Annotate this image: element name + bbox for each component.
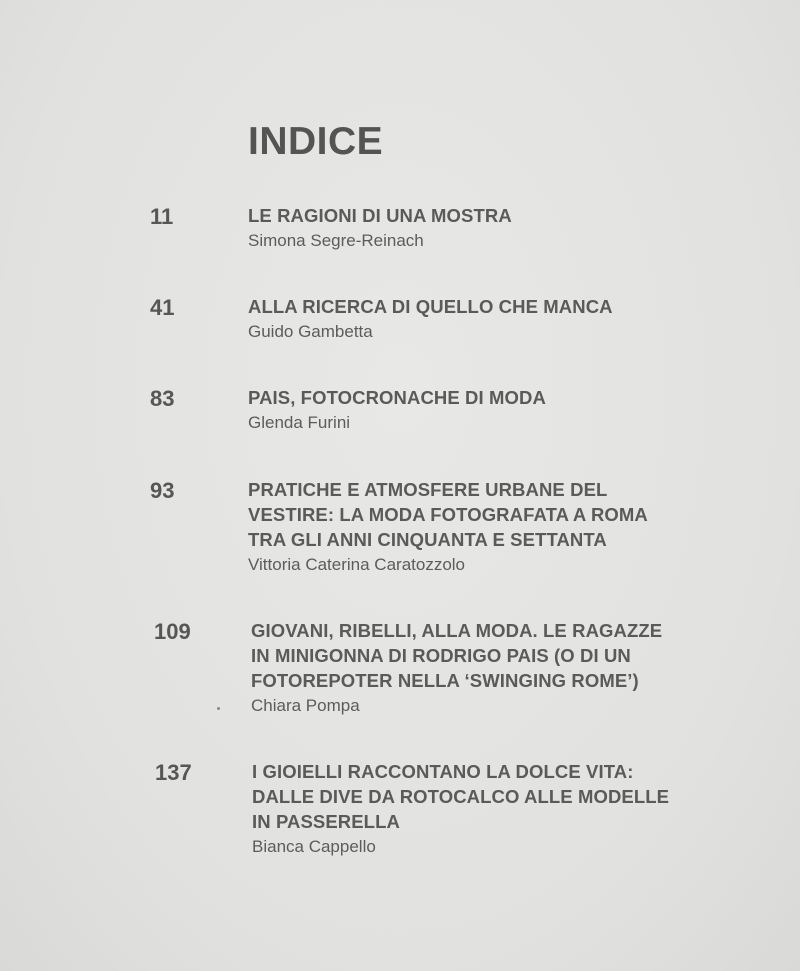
heading-line: IN PASSERELLA [252, 811, 400, 832]
page-number: 93 [150, 478, 175, 503]
entry-body [251, 618, 731, 718]
page-number: 11 [150, 204, 174, 229]
heading-line: LE RAGIONI DI UNA MOSTRA [248, 205, 512, 226]
heading-line: VESTIRE: LA MODA FOTOGRAFATA A ROMA [248, 504, 648, 525]
heading-line: DALLE DIVE DA ROTOCALCO ALLE MODELLE [252, 786, 670, 807]
heading-line: TRA GLI ANNI CINQUANTA E SETTANTA [248, 529, 607, 550]
page-number: 137 [155, 760, 192, 785]
entry-heading [251, 618, 731, 693]
heading-line: PAIS, FOTOCRONACHE DI MODA [248, 387, 546, 408]
page-title: INDICE [248, 120, 384, 163]
heading-line: FOTOREPOTER NELLA ‘SWINGING ROME’) [251, 670, 639, 691]
heading-line: GIOVANI, RIBELLI, ALLA MODA. LE RAGAZZE [251, 620, 663, 641]
entry-author: Vittoria Caterina Caratozzolo [248, 555, 466, 574]
entry-body [248, 294, 728, 344]
entry-body [248, 477, 728, 577]
entry-heading [248, 294, 728, 319]
entry-author: Glenda Furini [248, 413, 351, 432]
entry-author: Simona Segre-Reinach [248, 231, 424, 250]
paper-speck [217, 707, 220, 710]
entry-author: Chiara Pompa [251, 696, 360, 715]
entry-author: Bianca Cappello [252, 837, 376, 856]
entry-author: Guido Gambetta [248, 322, 373, 341]
entry-heading [248, 477, 728, 552]
heading-line: I GIOIELLI RACCONTANO LA DOLCE VITA: [252, 761, 634, 782]
heading-line: ALLA RICERCA DI QUELLO CHE MANCA [248, 296, 613, 317]
heading-line: IN MINIGONNA DI RODRIGO PAIS (O DI UN [251, 645, 631, 666]
entry-heading [248, 385, 728, 410]
entry-body [252, 759, 732, 859]
entry-body [248, 203, 728, 253]
heading-line: PRATICHE E ATMOSFERE URBANE DEL [248, 479, 608, 500]
page-number: 83 [150, 386, 175, 411]
entry-body [248, 385, 728, 435]
entry-heading [248, 203, 728, 228]
page-number: 41 [150, 295, 175, 320]
page-number: 109 [154, 619, 191, 644]
entry-heading [252, 759, 732, 834]
